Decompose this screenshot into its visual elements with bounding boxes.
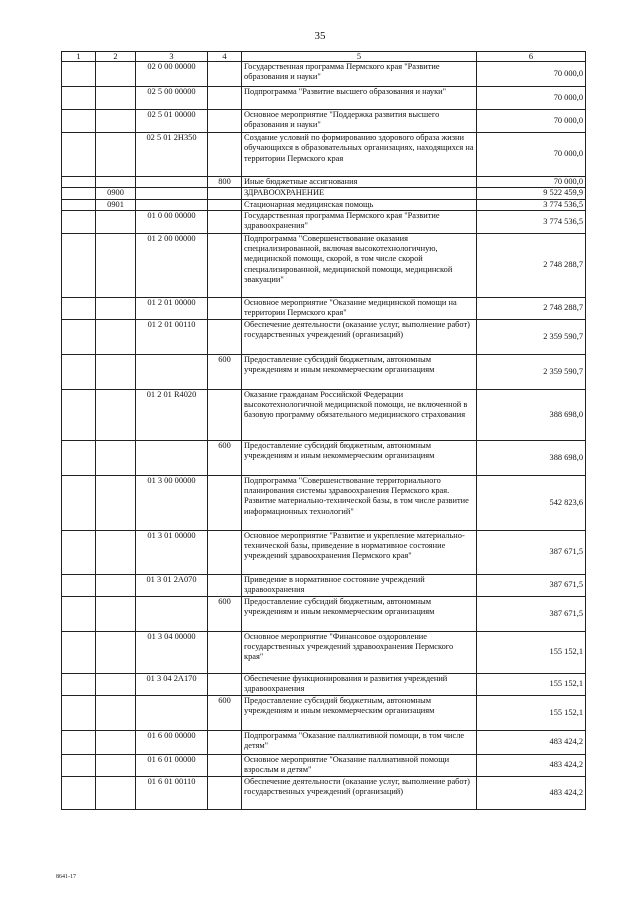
expense-type-cell bbox=[208, 210, 242, 233]
amount-cell: 483 424,2 bbox=[477, 730, 586, 754]
code-cell-1 bbox=[62, 210, 96, 233]
expense-type-cell bbox=[208, 199, 242, 210]
target-article-cell: 01 0 00 00000 bbox=[136, 210, 208, 233]
table-row bbox=[62, 188, 586, 199]
code-cell-1 bbox=[62, 596, 96, 631]
section-code-cell bbox=[96, 354, 136, 389]
description-cell: ЗДРАВООХРАНЕНИЕ bbox=[242, 188, 477, 199]
section-code-cell bbox=[96, 210, 136, 233]
expense-type-cell bbox=[208, 631, 242, 673]
amount-cell: 387 671,5 bbox=[477, 574, 586, 596]
expense-type-cell bbox=[208, 297, 242, 319]
amount-cell: 70 000,0 bbox=[477, 110, 586, 133]
description-cell: Основное мероприятие "Оказание медицинской помощи на территории Пермского края" bbox=[242, 297, 477, 319]
description-cell: Государственная программа Пермского края "Развитие образования и науки" bbox=[242, 62, 477, 87]
description-cell: Обеспечение функционирования и развития учреждений здравоохранения bbox=[242, 673, 477, 695]
amount-cell: 70 000,0 bbox=[477, 62, 586, 87]
expense-type-cell bbox=[208, 62, 242, 87]
section-code-cell bbox=[96, 631, 136, 673]
target-article-cell: 01 2 01 00000 bbox=[136, 297, 208, 319]
expense-type-cell bbox=[208, 673, 242, 695]
budget-table bbox=[61, 51, 586, 810]
code-cell-1 bbox=[62, 110, 96, 133]
description-cell: Основное мероприятие "Финансовое оздоровление государственных учреждений здравоохранения Пермского края" bbox=[242, 631, 477, 673]
target-article-cell: 01 6 01 00110 bbox=[136, 776, 208, 809]
amount-cell: 483 424,2 bbox=[477, 754, 586, 776]
code-cell-1 bbox=[62, 87, 96, 110]
target-article-cell: 01 3 01 2А070 bbox=[136, 574, 208, 596]
code-cell-1 bbox=[62, 319, 96, 354]
target-article-cell: 01 3 04 00000 bbox=[136, 631, 208, 673]
section-code-cell bbox=[96, 530, 136, 574]
amount-cell: 387 671,5 bbox=[477, 596, 586, 631]
code-cell-1 bbox=[62, 631, 96, 673]
expense-type-cell bbox=[208, 754, 242, 776]
table-row bbox=[62, 475, 586, 530]
header-cell: 2 bbox=[96, 52, 136, 62]
description-cell: Основное мероприятие "Оказание паллиативной помощи взрослым и детям" bbox=[242, 754, 477, 776]
table-row bbox=[62, 62, 586, 87]
code-cell-1 bbox=[62, 297, 96, 319]
section-code-cell bbox=[96, 673, 136, 695]
table-row bbox=[62, 354, 586, 389]
amount-cell: 155 152,1 bbox=[477, 631, 586, 673]
amount-cell: 155 152,1 bbox=[477, 673, 586, 695]
section-code-cell bbox=[96, 754, 136, 776]
header-row bbox=[62, 52, 586, 62]
section-code-cell: 0901 bbox=[96, 199, 136, 210]
code-cell-1 bbox=[62, 188, 96, 199]
expense-type-cell bbox=[208, 475, 242, 530]
amount-cell: 2 359 590,7 bbox=[477, 354, 586, 389]
section-code-cell bbox=[96, 133, 136, 177]
table-row bbox=[62, 319, 586, 354]
code-cell-1 bbox=[62, 354, 96, 389]
amount-cell: 542 823,6 bbox=[477, 475, 586, 530]
expense-type-cell bbox=[208, 530, 242, 574]
target-article-cell: 02 0 00 00000 bbox=[136, 62, 208, 87]
footer-code: 8641-17 bbox=[56, 874, 76, 880]
target-article-cell: 01 3 04 2А170 bbox=[136, 673, 208, 695]
table-row bbox=[62, 695, 586, 730]
amount-cell: 388 698,0 bbox=[477, 440, 586, 475]
code-cell-1 bbox=[62, 475, 96, 530]
target-article-cell: 02 5 00 00000 bbox=[136, 87, 208, 110]
expense-type-cell bbox=[208, 133, 242, 177]
description-cell: Подпрограмма "Совершенствование оказания специализированной, включая высокотехнологичную, медицинской помощи, скорой, в том числе скорой специализированной, медицинской помощи, медицинской эвакуации" bbox=[242, 233, 477, 297]
table-row bbox=[62, 673, 586, 695]
amount-cell: 70 000,0 bbox=[477, 133, 586, 177]
table-row bbox=[62, 596, 586, 631]
table-row bbox=[62, 233, 586, 297]
section-code-cell bbox=[96, 110, 136, 133]
description-cell: Основное мероприятие "Поддержка развития высшего образования и науки" bbox=[242, 110, 477, 133]
expense-type-cell bbox=[208, 87, 242, 110]
table-row bbox=[62, 574, 586, 596]
expense-type-cell: 600 bbox=[208, 695, 242, 730]
amount-cell: 2 748 288,7 bbox=[477, 233, 586, 297]
expense-type-cell: 600 bbox=[208, 596, 242, 631]
code-cell-1 bbox=[62, 62, 96, 87]
description-cell: Оказание гражданам Российской Федерации высокотехнологичной медицинской помощи, не включенной в базовую программу обязательного медицинского страхования bbox=[242, 389, 477, 440]
expense-type-cell: 600 bbox=[208, 440, 242, 475]
table-row bbox=[62, 389, 586, 440]
target-article-cell: 01 2 00 00000 bbox=[136, 233, 208, 297]
code-cell-1 bbox=[62, 133, 96, 177]
expense-type-cell bbox=[208, 319, 242, 354]
description-cell: Государственная программа Пермского края "Развитие здравоохранения" bbox=[242, 210, 477, 233]
section-code-cell bbox=[96, 596, 136, 631]
expense-type-cell bbox=[208, 233, 242, 297]
section-code-cell bbox=[96, 87, 136, 110]
description-cell: Создание условий по формированию здорового образа жизни обучающихся в образовательных организациях, находящихся на территории Пермского края bbox=[242, 133, 477, 177]
target-article-cell bbox=[136, 188, 208, 199]
table-row bbox=[62, 776, 586, 809]
description-cell: Предоставление субсидий бюджетным, автономным учреждениям и иным некоммерческим организациям bbox=[242, 695, 477, 730]
amount-cell: 9 522 459,9 bbox=[477, 188, 586, 199]
expense-type-cell: 600 bbox=[208, 354, 242, 389]
description-cell: Предоставление субсидий бюджетным, автономным учреждениям и иным некоммерческим организациям bbox=[242, 596, 477, 631]
table-row bbox=[62, 87, 586, 110]
target-article-cell: 02 5 01 2Н350 bbox=[136, 133, 208, 177]
target-article-cell: 01 6 01 00000 bbox=[136, 754, 208, 776]
header-cell: 5 bbox=[242, 52, 477, 62]
table-row bbox=[62, 730, 586, 754]
description-cell: Предоставление субсидий бюджетным, автономным учреждениям и иным некоммерческим организациям bbox=[242, 440, 477, 475]
target-article-cell: 01 3 01 00000 bbox=[136, 530, 208, 574]
table-row bbox=[62, 530, 586, 574]
description-cell: Обеспечение деятельности (оказание услуг, выполнение работ) государственных учреждений (организаций) bbox=[242, 319, 477, 354]
amount-cell: 70 000,0 bbox=[477, 177, 586, 188]
expense-type-cell: 800 bbox=[208, 177, 242, 188]
amount-cell: 3 774 536,5 bbox=[477, 210, 586, 233]
code-cell-1 bbox=[62, 199, 96, 210]
target-article-cell: 01 6 00 00000 bbox=[136, 730, 208, 754]
section-code-cell: 0900 bbox=[96, 188, 136, 199]
amount-cell: 2 359 590,7 bbox=[477, 319, 586, 354]
target-article-cell: 01 2 01 00110 bbox=[136, 319, 208, 354]
expense-type-cell bbox=[208, 574, 242, 596]
amount-cell: 388 698,0 bbox=[477, 389, 586, 440]
section-code-cell bbox=[96, 389, 136, 440]
amount-cell: 387 671,5 bbox=[477, 530, 586, 574]
code-cell-1 bbox=[62, 177, 96, 188]
section-code-cell bbox=[96, 695, 136, 730]
description-cell: Стационарная медицинская помощь bbox=[242, 199, 477, 210]
code-cell-1 bbox=[62, 754, 96, 776]
description-cell: Подпрограмма "Совершенствование территориального планирования системы здравоохранения Пермского края. Развитие материально-технической базы, в том числе развитие информационных технологий" bbox=[242, 475, 477, 530]
section-code-cell bbox=[96, 233, 136, 297]
amount-cell: 2 748 288,7 bbox=[477, 297, 586, 319]
code-cell-1 bbox=[62, 530, 96, 574]
expense-type-cell bbox=[208, 110, 242, 133]
target-article-cell bbox=[136, 695, 208, 730]
header-cell: 4 bbox=[208, 52, 242, 62]
section-code-cell bbox=[96, 574, 136, 596]
description-cell: Основное мероприятие "Развитие и укрепление материально-технической базы, приведение в нормативное состояние учреждений здравоохранения Пермского края" bbox=[242, 530, 477, 574]
section-code-cell bbox=[96, 62, 136, 87]
description-cell: Подпрограмма "Оказание паллиативной помощи, в том числе детям" bbox=[242, 730, 477, 754]
section-code-cell bbox=[96, 730, 136, 754]
target-article-cell bbox=[136, 440, 208, 475]
amount-cell: 3 774 536,5 bbox=[477, 199, 586, 210]
table-row bbox=[62, 199, 586, 210]
section-code-cell bbox=[96, 776, 136, 809]
code-cell-1 bbox=[62, 695, 96, 730]
code-cell-1 bbox=[62, 776, 96, 809]
description-cell: Подпрограмма "Развитие высшего образования и науки" bbox=[242, 87, 477, 110]
expense-type-cell bbox=[208, 776, 242, 809]
expense-type-cell bbox=[208, 389, 242, 440]
amount-cell: 155 152,1 bbox=[477, 695, 586, 730]
table-row bbox=[62, 110, 586, 133]
expense-type-cell bbox=[208, 730, 242, 754]
target-article-cell bbox=[136, 199, 208, 210]
target-article-cell bbox=[136, 354, 208, 389]
header-cell: 6 bbox=[477, 52, 586, 62]
table-row bbox=[62, 133, 586, 177]
target-article-cell bbox=[136, 596, 208, 631]
description-cell: Предоставление субсидий бюджетным, автономным учреждениям и иным некоммерческим организациям bbox=[242, 354, 477, 389]
header-cell: 3 bbox=[136, 52, 208, 62]
header-cell: 1 bbox=[62, 52, 96, 62]
code-cell-1 bbox=[62, 389, 96, 440]
description-cell: Иные бюджетные ассигнования bbox=[242, 177, 477, 188]
description-cell: Обеспечение деятельности (оказание услуг, выполнение работ) государственных учреждений (организаций) bbox=[242, 776, 477, 809]
table-row bbox=[62, 177, 586, 188]
section-code-cell bbox=[96, 319, 136, 354]
target-article-cell: 01 2 01 R4020 bbox=[136, 389, 208, 440]
target-article-cell: 01 3 00 00000 bbox=[136, 475, 208, 530]
section-code-cell bbox=[96, 177, 136, 188]
target-article-cell: 02 5 01 00000 bbox=[136, 110, 208, 133]
expense-type-cell bbox=[208, 188, 242, 199]
code-cell-1 bbox=[62, 440, 96, 475]
section-code-cell bbox=[96, 440, 136, 475]
target-article-cell bbox=[136, 177, 208, 188]
table-row bbox=[62, 754, 586, 776]
amount-cell: 483 424,2 bbox=[477, 776, 586, 809]
table-row bbox=[62, 210, 586, 233]
section-code-cell bbox=[96, 475, 136, 530]
description-cell: Приведение в нормативное состояние учреждений здравоохранения bbox=[242, 574, 477, 596]
code-cell-1 bbox=[62, 574, 96, 596]
amount-cell: 70 000,0 bbox=[477, 87, 586, 110]
page-number: 35 bbox=[314, 30, 326, 42]
code-cell-1 bbox=[62, 730, 96, 754]
section-code-cell bbox=[96, 297, 136, 319]
code-cell-1 bbox=[62, 233, 96, 297]
code-cell-1 bbox=[62, 673, 96, 695]
table-row bbox=[62, 631, 586, 673]
table-row bbox=[62, 440, 586, 475]
table-row bbox=[62, 297, 586, 319]
